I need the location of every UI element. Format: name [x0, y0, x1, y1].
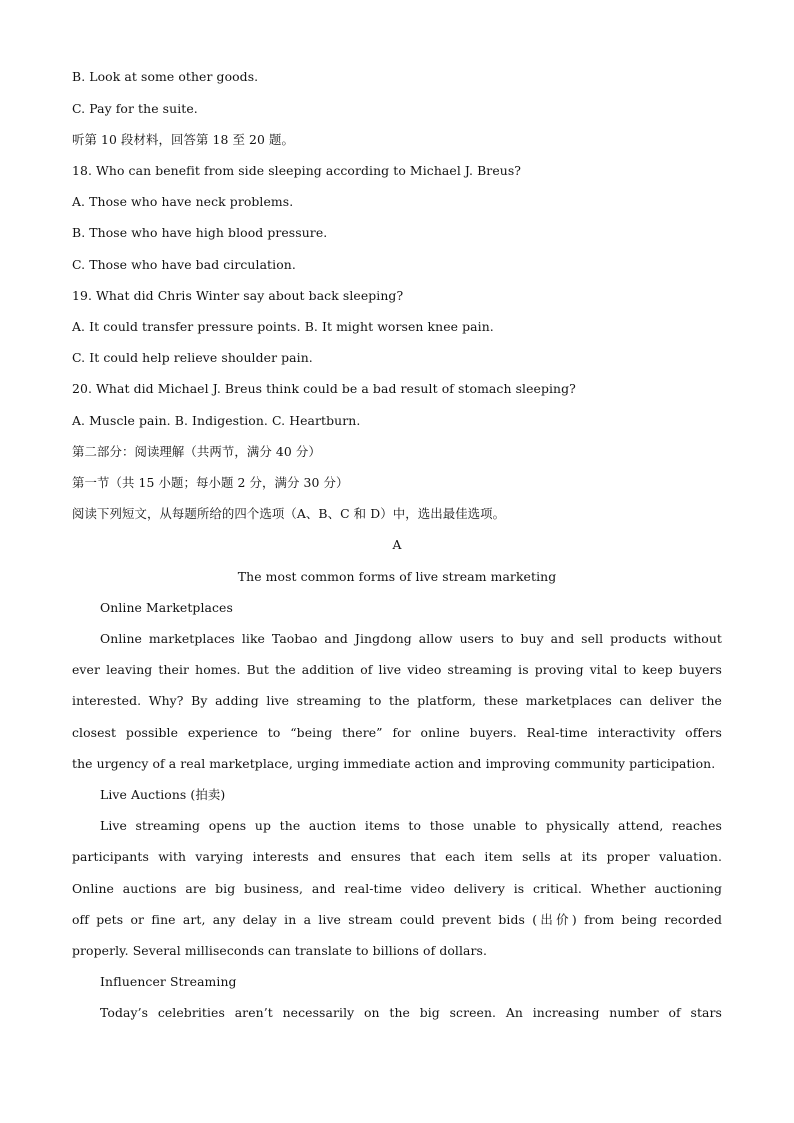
section-heading: 第一节（共 15 小题；每小题 2 分，满分 30 分） — [72, 475, 349, 490]
option-line: C. Pay for the suite. — [72, 101, 198, 116]
paragraph-line: properly. Several milliseconds can translate to billions of dollars. — [72, 943, 488, 958]
paragraph-line: ever leaving their homes. But the addition of live video streaming is proving vital to keep buyers — [72, 662, 722, 677]
subheading-influencer-streaming: Influencer Streaming — [100, 974, 237, 989]
option-line: A. It could transfer pressure points. B. It might worsen knee pain. — [72, 319, 494, 334]
passage-title: The most common forms of live stream marketing — [237, 569, 557, 584]
paragraph-line: Online marketplaces like Taobao and Jingdong allow users to buy and sell products without — [100, 631, 722, 646]
question-18: 18. Who can benefit from side sleeping according to Michael J. Breus? — [72, 163, 522, 178]
passage-label: A — [392, 537, 402, 552]
paragraph-line: Live streaming opens up the auction items to those unable to physically attend, reaches — [100, 818, 722, 833]
subheading-live-auctions: Live Auctions (拍卖) — [100, 787, 226, 802]
option-line: B. Those who have high blood pressure. — [72, 225, 328, 240]
paragraph-line: closest possible experience to “being there” for online buyers. Real-time interactivity offers — [72, 725, 722, 740]
question-20: 20. What did Michael J. Breus think could be a bad result of stomach sleeping? — [72, 381, 576, 396]
option-line: C. Those who have bad circulation. — [72, 257, 296, 272]
option-line: A. Those who have neck problems. — [72, 194, 294, 209]
paragraph-line: off pets or fine art, any delay in a live stream could prevent bids (出价) from being recorded — [72, 912, 722, 927]
paragraph-line: Today’s celebrities aren’t necessarily on the big screen. An increasing number of stars — [100, 1005, 722, 1020]
question-19: 19. What did Chris Winter say about back sleeping? — [72, 288, 404, 303]
part-heading: 第二部分：阅读理解（共两节，满分 40 分） — [72, 444, 321, 459]
paragraph-line: interested. Why? By adding live streaming to the platform, these marketplaces can deliver the — [72, 693, 722, 708]
paragraph-line: the urgency of a real marketplace, urging immediate action and improving community participation. — [72, 756, 716, 771]
paragraph-line: Online auctions are big business, and real-time video delivery is critical. Whether auctioning — [72, 881, 722, 896]
paragraph-line: participants with varying interests and ensures that each item sells at its proper valuation. — [72, 849, 722, 864]
subheading-online-marketplaces: Online Marketplaces — [100, 600, 233, 615]
option-line: A. Muscle pain. B. Indigestion. C. Heartburn. — [72, 413, 361, 428]
reading-instruction: 阅读下列短文，从每题所给的四个选项（A、B、C 和 D）中，选出最佳选项。 — [72, 506, 506, 521]
option-line: B. Look at some other goods. — [72, 69, 259, 84]
section-instruction: 听第 10 段材料，回答第 18 至 20 题。 — [72, 132, 295, 147]
option-line: C. It could help relieve shoulder pain. — [72, 350, 313, 365]
